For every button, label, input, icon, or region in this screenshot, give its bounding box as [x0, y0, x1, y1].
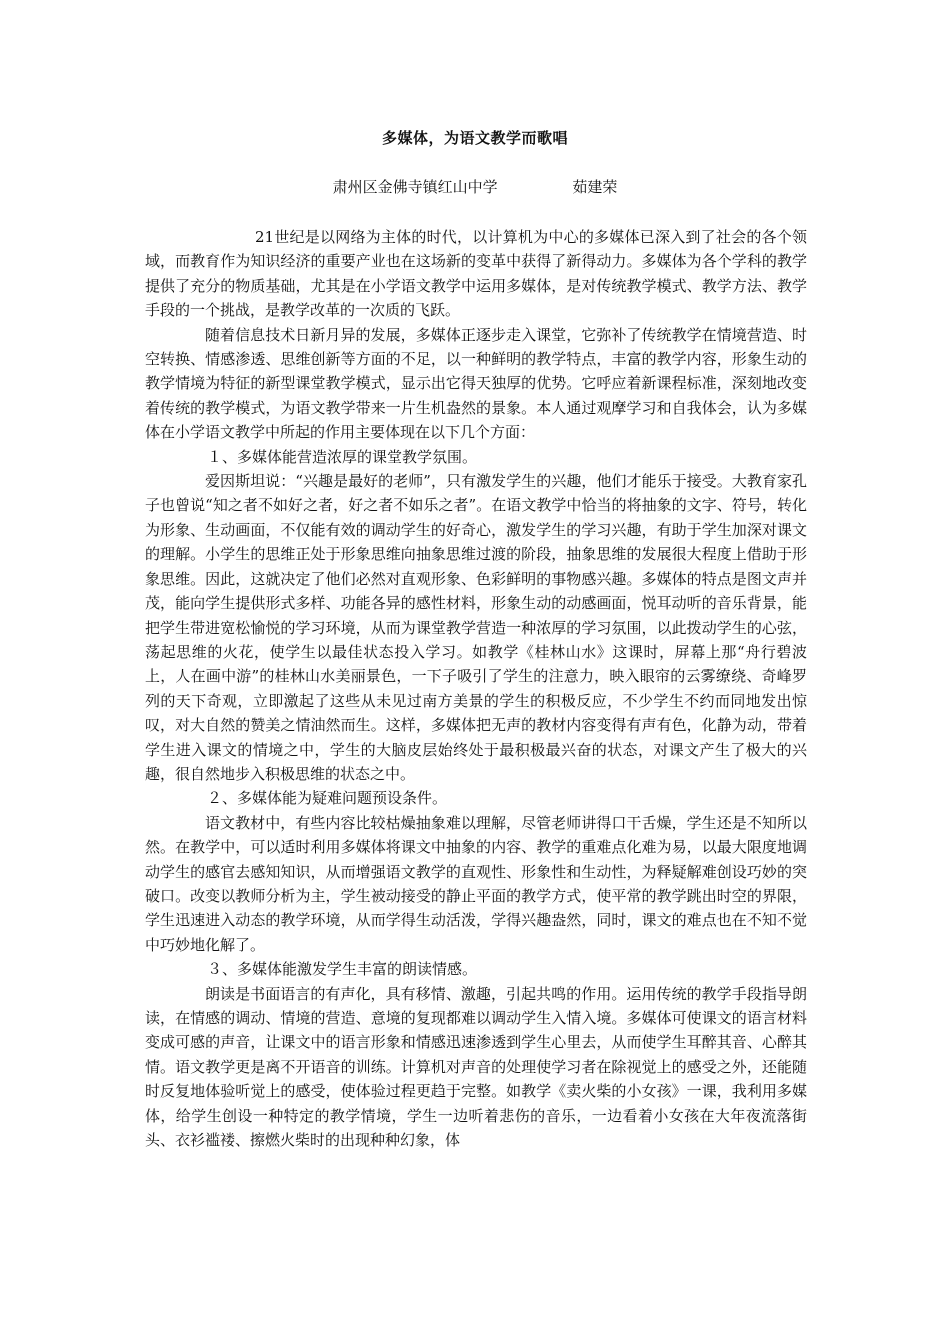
- paragraph: 爱因斯坦说：“兴趣是最好的老师”，只有激发学生的兴趣，他们才能乐于接受。大教育家孔子也曾说“知之者不如好之者，好之者不如乐之者”。在语文教学中恰当的将抽象的文字、符号，转化为形象、生动画面，不仅能有效的调动学生的好奇心，激发学生的学习兴趣，有助于学生加深对课文的理解。小学生的思维正处于形象思维向抽象思维过渡的阶段，抽象思维的发展很大程度上借助于形象思维。因此，这就决定了他们必然对直观形象、色彩鲜明的事物感兴趣。多媒体的特点是图文声并茂，能向学生提供形式多样、功能各异的感性材料，形象生动的动感画面，悦耳动听的音乐背景，能把学生带进宽松愉悦的学习环境，从而为课堂教学营造一种浓厚的学习氛围，以此拨动学生的心弦，荡起思维的火花，使学生以最佳状态投入学习。如教学《桂林山水》这课时，屏幕上那“舟行碧波上，人在画中游”的桂林山水美丽景色，一下子吸引了学生的注意力，映入眼帘的云雾缭绕、奇峰罗列的天下奇观，立即激起了这些从未见过南方美景的学生的积极反应，不少学生不约而同地发出惊叹，对大自然的赞美之情油然而生。这样，多媒体把无声的教材内容变得有声有色，化静为动，带着学生进入课文的情境之中，学生的大脑皮层始终处于最积极最兴奋的状态，对课文产生了极大的兴趣，很自然地步入积极思维的状态之中。: [145, 472, 807, 783]
- document-title: 多媒体，为语文教学而歌唱: [381, 129, 568, 147]
- author-name: 茹建荣: [572, 178, 618, 196]
- paragraph: 随着信息技术日新月异的发展，多媒体正逐步走入课堂，它弥补了传统教学在情境营造、时空转换、情感渗透、思维创新等方面的不足，以一种鲜明的教学特点，丰富的教学内容，形象生动的教学情境为特征的新型课堂教学模式，显示出它得天独厚的优势。它呼应着新课程标准，深刻地改变着传统的教学模式，为语文教学带来一片生机盎然的景象。本人通过观摩学习和自我体会，认为多媒体在小学语文教学中所起的作用主要体现在以下几个方面：: [145, 325, 807, 442]
- section-heading: １、多媒体能营造浓厚的课堂教学氛围。: [207, 447, 478, 466]
- author-school: 肃州区金佛寺镇红山中学: [332, 178, 498, 196]
- paragraph: 朗读是书面语言的有声化，具有移情、激趣，引起共鸣的作用。运用传统的教学手段指导朗读，在情感的调动、情境的营造、意境的复现都难以调动学生入情入境。多媒体可使课文的语言材料变成可感的声音，让课文中的语言形象和情感迅速渗透到学生心里去，从而使学生耳醉其音、心醉其情。语文教学更是离不开语音的训练。计算机对声音的处理使学习者在除视觉上的感受之外，还能随时反复地体验听觉上的感受，使体验过程更趋于完整。如教学《卖火柴的小女孩》一课，我利用多媒体，给学生创设一种特定的教学情境，学生一边听着悲伤的音乐，一边看着小女孩在大年夜流落街头、衣衫褴褛、擦燃火柴时的出现种种幻象，体: [145, 984, 807, 1150]
- section-heading: ２、多媒体能为疑难问题预设条件。: [207, 789, 448, 808]
- section-heading: ３、多媒体能激发学生丰富的朗读情感。: [207, 960, 478, 979]
- document-body: [145, 225, 807, 1152]
- paragraph: 21世纪是以网络为主体的时代，以计算机为中心的多媒体已深入到了社会的各个领域，而教育作为知识经济的重要产业也在这场新的变革中获得了新得动力。多媒体为各个学科的教学提供了充分的物质基础，尤其是在小学语文教学中运用多媒体，是对传统教学模式、教学方法、教学手段的一个挑战，是教学改革的一次质的飞跃。: [145, 228, 807, 320]
- byline: [0, 176, 950, 197]
- paragraph: 语文教材中，有些内容比较枯燥抽象难以理解，尽管老师讲得口干舌燥，学生还是不知所以然。在教学中，可以适时利用多媒体将课文中抽象的内容、教学的重难点化难为易，以最大限度地调动学生的感官去感知知识，从而增强语文教学的直观性、形象性和生动性，为释疑解难创设巧妙的突破口。改变以教师分析为主，学生被动接受的静止平面的教学方式，使平常的教学跳出时空的界限，学生迅速进入动态的教学环境，从而学得生动活泼，学得兴趣盎然，同时，课文的难点也在不知不觉中巧妙地化解了。: [145, 813, 807, 954]
